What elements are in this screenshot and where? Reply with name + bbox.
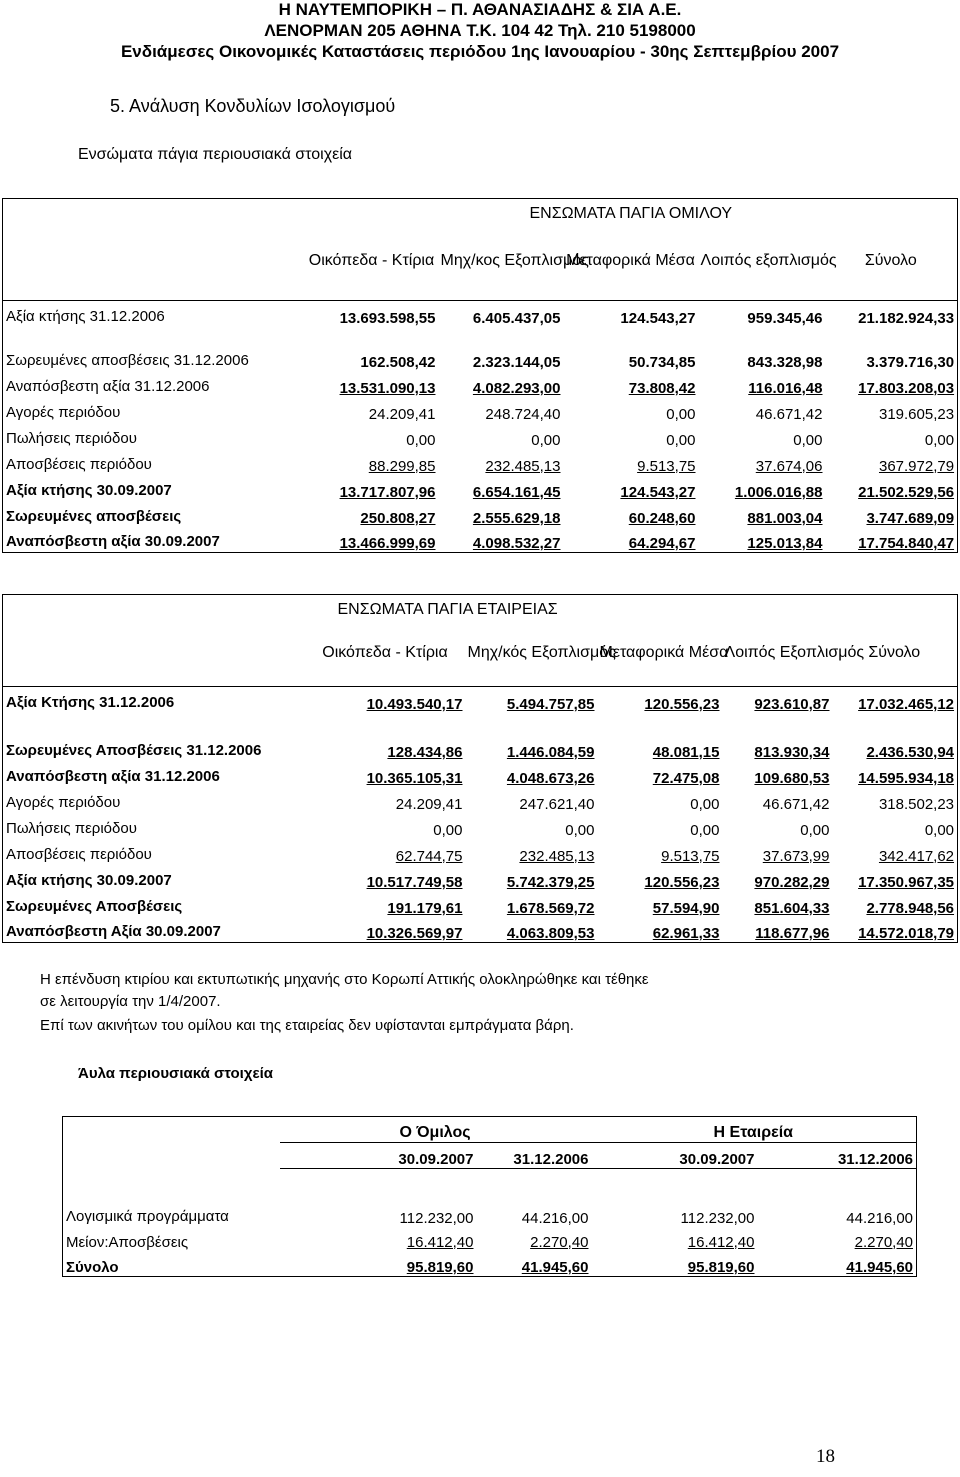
cell-value: 9.513,75 <box>637 457 696 475</box>
cell-value: 17.032.465,12 <box>858 695 955 713</box>
table-row <box>3 917 958 943</box>
cell-value: 970.282,29 <box>754 873 830 891</box>
table-row <box>3 501 958 527</box>
cell-value: 881.003,04 <box>747 509 823 527</box>
cell-value: 112.232,00 <box>399 1209 474 1227</box>
section-subtitle: Ενσώματα πάγια περιουσιακά στοιχεία <box>78 146 353 163</box>
date-header: 30.09.2007 <box>280 1143 477 1169</box>
date-header: 30.09.2007 <box>592 1143 758 1169</box>
cell-value: 95.819,60 <box>406 1259 474 1276</box>
cell-value: 0,00 <box>690 821 720 839</box>
cell-value: 24.209,41 <box>395 795 463 813</box>
date-header: 31.12.2006 <box>758 1143 917 1169</box>
table-row <box>3 397 958 423</box>
cell-value: 851.604,33 <box>754 899 830 917</box>
section-title: 5. Ανάλυση Κονδυλίων Ισολογισμού <box>110 96 396 116</box>
cell-value: 48.081,15 <box>652 743 720 761</box>
col-header: Μεταφορικά Μέσα <box>566 251 695 269</box>
date-header: 31.12.2006 <box>477 1143 592 1169</box>
cell-value: 1.446.084,59 <box>506 743 595 761</box>
cell-value: 37.673,99 <box>762 847 830 865</box>
company-name: Η ΝΑΥΤΕΜΠΟΡΙΚΗ – Π. ΑΘΑΝΑΣΙΑΔΗΣ & ΣΙΑ Α.Ε. <box>278 0 682 19</box>
cell-value: 21.182.924,33 <box>858 309 955 327</box>
cell-value: 0,00 <box>666 405 696 423</box>
cell-value: 46.671,42 <box>762 795 830 813</box>
company-label: Η Εταιρεία <box>592 1117 917 1143</box>
cell-value: 13.717.807,96 <box>339 483 436 501</box>
col-header: Μηχ/κός Εξοπλισμός <box>467 643 616 661</box>
cell-value: 118.677,96 <box>755 925 830 942</box>
cell-value: 13.693.598,55 <box>339 309 436 327</box>
cell-value: 1.678.569,72 <box>506 899 595 917</box>
cell-value: 0,00 <box>924 821 955 839</box>
cell-value: 14.572.018,79 <box>858 925 955 942</box>
col-header: Μεταφορικά Μέσα <box>599 643 729 661</box>
cell-value: 60.248,60 <box>628 509 696 527</box>
cell-value: 367.972,79 <box>878 457 955 475</box>
cell-value: 37.674,06 <box>755 457 823 475</box>
row-label: Μείον:Αποσβέσεις <box>63 1227 280 1251</box>
cell-value: 923.610,87 <box>754 695 830 713</box>
cell-value: 0,00 <box>531 431 561 449</box>
table-row <box>3 423 958 449</box>
col-header: Οικόπεδα - Κτίρια <box>308 251 435 269</box>
cell-value: 10.365.105,31 <box>366 769 463 787</box>
cell-value: 10.493.540,17 <box>366 695 463 713</box>
row-label: Αναπόσβεστη Αξία 30.09.2007 <box>3 917 306 943</box>
note-line: Επί των ακινήτων του ομίλου και της εταιρείας δεν υφίστανται εμπράγματα βάρη. <box>40 1017 574 1034</box>
table-row <box>3 327 958 371</box>
row-label: Σωρευμένες Αποσβέσεις <box>3 891 306 917</box>
cell-value: 13.531.090,13 <box>339 379 436 397</box>
table-row <box>3 813 958 839</box>
cell-value: 232.485,13 <box>485 457 561 475</box>
table-row <box>3 713 958 761</box>
cell-value: 16.412,40 <box>687 1233 755 1251</box>
cell-value: 5.742.379,25 <box>506 873 595 891</box>
cell-value: 44.216,00 <box>758 1183 917 1227</box>
cell-value: 120.556,23 <box>644 695 720 713</box>
cell-value: 24.209,41 <box>368 405 436 423</box>
cell-value: 813.930,34 <box>754 743 830 761</box>
cell-value: 21.502.529,56 <box>858 483 955 501</box>
cell-value: 0,00 <box>924 431 955 449</box>
cell-value: 0,00 <box>666 431 696 449</box>
cell-value: 62.961,33 <box>652 925 720 942</box>
cell-value: 62.744,75 <box>395 847 463 865</box>
cell-value: 125.013,84 <box>747 535 823 552</box>
col-header: Μηχ/κος Εξοπλισμός <box>440 251 589 269</box>
cell-value: 116.016,48 <box>748 379 823 397</box>
table-row <box>3 527 958 553</box>
cell-value: 248.724,40 <box>485 405 561 423</box>
cell-value: 843.328,98 <box>747 353 823 371</box>
row-label: Αξία Κτήσης 31.12.2006 <box>3 687 306 713</box>
company-address: ΛΕΝΟΡΜΑΝ 205 ΑΘΗΝΑ Τ.Κ. 104 42 Τηλ. 210 5198000 <box>264 21 696 40</box>
cell-value: 1.006.016,88 <box>734 483 823 501</box>
row-label: Σωρευμένες αποσβέσεις 31.12.2006 <box>3 327 306 371</box>
row-label: Σωρευμένες Αποσβέσεις 31.12.2006 <box>3 713 306 761</box>
cell-value: 50.734,85 <box>628 353 696 371</box>
row-label: Αξία κτήσης 30.09.2007 <box>3 865 306 891</box>
row-label: Αποσβέσεις περιόδου <box>3 449 306 475</box>
note-line: Η επένδυση κτιρίου και εκτυπωτικής μηχανής στο Κορωπί Αττικής ολοκληρώθηκε και τέθηκε <box>40 971 649 988</box>
table-row <box>3 449 958 475</box>
cell-value: 72.475,08 <box>652 769 720 787</box>
row-label: Σωρευμένες αποσβέσεις <box>3 501 306 527</box>
cell-value: 4.082.293,00 <box>472 379 561 397</box>
cell-value: 6.405.437,05 <box>472 309 561 327</box>
cell-value: 14.595.934,18 <box>858 769 955 787</box>
company-table-title: ΕΝΣΩΜΑΤΑ ΠΑΓΙΑ ΕΤΑΙΡΕΙΑΣ <box>306 595 958 619</box>
cell-value: 2.270,40 <box>530 1233 589 1251</box>
cell-value: 162.508,42 <box>360 353 436 371</box>
cell-value: 112.232,00 <box>680 1209 755 1227</box>
cell-value: 4.098.532,27 <box>472 535 561 552</box>
cell-value: 128.434,86 <box>387 743 463 761</box>
row-label: Αγορές περιόδου <box>3 787 306 813</box>
row-label: Αξία κτήσης 30.09.2007 <box>3 475 306 501</box>
row-label: Αποσβέσεις περιόδου <box>3 839 306 865</box>
cell-value: 0,00 <box>800 821 830 839</box>
row-label: Αναπόσβεστη αξία 31.12.2006 <box>3 761 306 787</box>
row-label: Πωλήσεις περιόδου <box>3 813 306 839</box>
row-label: Αγορές περιόδου <box>3 397 306 423</box>
row-label: Πωλήσεις περιόδου <box>3 423 306 449</box>
col-header: Λοιπός εξοπλισμός <box>700 251 837 269</box>
table-row <box>3 839 958 865</box>
cell-value: 17.754.840,47 <box>858 535 955 552</box>
company-fixed-assets-table <box>2 594 958 943</box>
group-label: Ο Όμιλος <box>280 1117 592 1143</box>
cell-value: 232.485,13 <box>519 847 595 865</box>
cell-value: 2.555.629,18 <box>472 509 561 527</box>
cell-value: 10.517.749,58 <box>366 873 463 891</box>
company-table-body <box>3 687 958 943</box>
cell-value: 41.945,60 <box>846 1259 914 1276</box>
table-row <box>3 787 958 813</box>
cell-value: 124.543,27 <box>620 483 696 501</box>
cell-value: 46.671,42 <box>755 405 823 423</box>
cell-value: 0,00 <box>793 431 823 449</box>
cell-value: 41.945,60 <box>521 1259 589 1276</box>
row-label: Λογισμικά προγράμματα <box>63 1183 280 1227</box>
cell-value: 109.680,53 <box>754 769 830 787</box>
cell-value: 2.778.948,56 <box>866 899 955 917</box>
cell-value: 2.436.530,94 <box>866 743 955 761</box>
row-label: Σύνολο <box>63 1251 280 1277</box>
cell-value: 4.063.809,53 <box>506 925 595 942</box>
col-header: Λοιπός Εξοπλισμός <box>724 643 865 661</box>
cell-value: 95.819,60 <box>687 1259 755 1276</box>
cell-value: 0,00 <box>406 431 436 449</box>
intangibles-title: Άυλα περιουσιακά στοιχεία <box>78 1065 273 1082</box>
table-row <box>3 687 958 713</box>
cell-value: 3.747.689,09 <box>866 509 955 527</box>
col-header: Σύνολο <box>833 619 958 663</box>
cell-value: 342.417,62 <box>878 847 955 865</box>
cell-value: 124.543,27 <box>620 309 696 327</box>
col-header: Σύνολο <box>826 223 958 271</box>
note-line: σε λειτουργία την 1/4/2007. <box>40 993 221 1010</box>
cell-value: 13.466.999,69 <box>339 535 436 552</box>
cell-value: 16.412,40 <box>406 1233 474 1251</box>
cell-value: 319.605,23 <box>878 405 955 423</box>
cell-value: 10.326.569,97 <box>366 925 463 942</box>
cell-value: 17.350.967,35 <box>858 873 955 891</box>
group-fixed-assets-table <box>2 198 958 553</box>
cell-value: 2.323.144,05 <box>472 353 561 371</box>
cell-value: 88.299,85 <box>368 457 436 475</box>
cell-value: 9.513,75 <box>661 847 720 865</box>
page-number: 18 <box>816 1446 835 1467</box>
cell-value: 959.345,46 <box>747 309 823 327</box>
row-label: Αναπόσβεστη αξία 31.12.2006 <box>3 371 306 397</box>
cell-value: 120.556,23 <box>644 873 720 891</box>
cell-value: 0,00 <box>690 795 720 813</box>
group-table-title: ΕΝΣΩΜΑΤΑ ΠΑΓΙΑ ΟΜΙΛΟΥ <box>306 199 958 223</box>
cell-value: 17.803.208,03 <box>858 379 955 397</box>
cell-value: 57.594,90 <box>652 899 720 917</box>
group-table-body <box>3 301 958 553</box>
table-row <box>3 371 958 397</box>
cell-value: 44.216,00 <box>521 1209 589 1227</box>
cell-value: 6.654.161,45 <box>472 483 561 501</box>
cell-value: 4.048.673,26 <box>506 769 595 787</box>
cell-value: 0,00 <box>565 821 595 839</box>
table-row <box>3 891 958 917</box>
cell-value: 5.494.757,85 <box>506 695 595 713</box>
cell-value: 3.379.716,30 <box>866 353 955 371</box>
cell-value: 73.808,42 <box>628 379 696 397</box>
cell-value: 64.294,67 <box>628 535 696 552</box>
cell-value: 250.808,27 <box>360 509 436 527</box>
table-row <box>3 475 958 501</box>
col-header: Οικόπεδα - Κτίρια <box>322 643 448 661</box>
row-label: Αξία κτήσης 31.12.2006 <box>3 301 306 327</box>
table-row <box>3 301 958 327</box>
report-period: Ενδιάμεσες Οικονομικές Καταστάσεις περιόδου 1ης Ιανουαρίου - 30ης Σεπτεμβρίου 2007 <box>120 42 840 61</box>
table-row <box>3 865 958 891</box>
cell-value: 0,00 <box>433 821 463 839</box>
cell-value: 2.270,40 <box>854 1233 914 1251</box>
row-label: Αναπόσβεστη αξία 30.09.2007 <box>3 527 306 553</box>
intangibles-table <box>62 1116 917 1277</box>
cell-value: 247.621,40 <box>519 795 595 813</box>
table-row <box>3 761 958 787</box>
cell-value: 318.502,23 <box>878 795 955 813</box>
cell-value: 191.179,61 <box>387 899 463 917</box>
